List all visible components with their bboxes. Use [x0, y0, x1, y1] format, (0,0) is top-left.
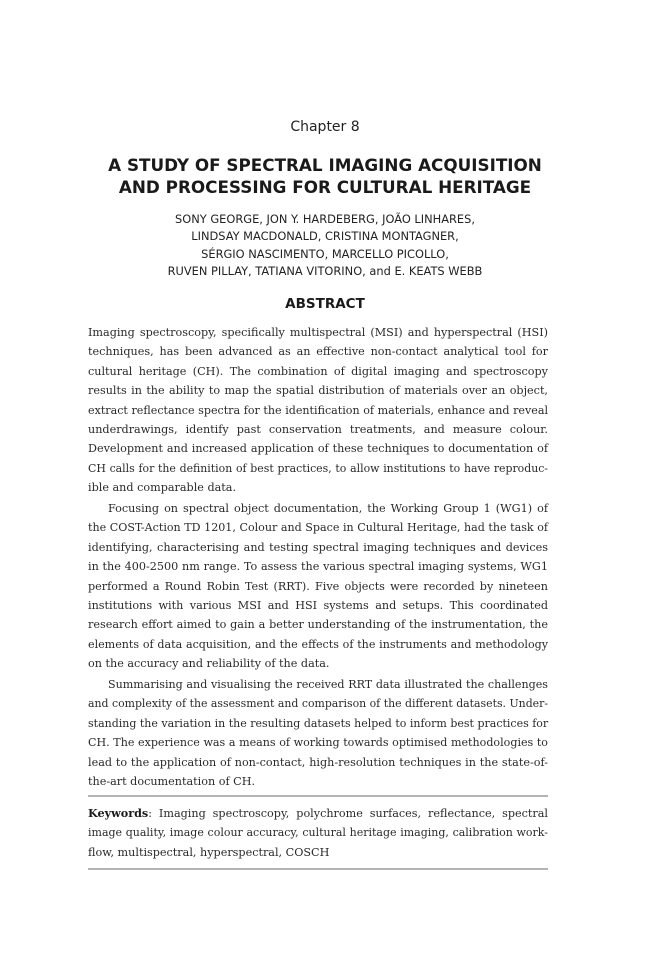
text-line: in the 400-2500 nm range. To assess the various spectral imaging systems, WG1 [88, 560, 548, 574]
text-line: results in the ability to map the spatial distribution of materials over an object, [88, 384, 548, 398]
abstract-heading: ABSTRACT [285, 296, 365, 312]
text-line: elements of data acquisition, and the effects of the instruments and methodology [88, 637, 548, 651]
chapter-number: Chapter 8 [290, 119, 360, 135]
keywords-bottom-rule [88, 868, 548, 870]
text-line: ible and comparable data. [88, 481, 237, 495]
text-line: and complexity of the assessment and comparison of the different datasets. Under- [88, 697, 548, 711]
keywords-label: Keywords [88, 806, 149, 820]
text-line: extract reflectance spectra for the identification of materials, enhance and reveal [88, 403, 548, 417]
keywords-block [88, 804, 548, 862]
chapter-title [40, 154, 610, 198]
text-line: the COST-Action TD 1201, Colour and Space in Cultural Heritage, had the task of [88, 521, 548, 535]
author-list [40, 211, 610, 281]
text-line: performed a Round Robin Test (RRT). Five objects were recorded by nineteen [88, 579, 548, 593]
text-line: cultural heritage (CH). The combination of digital imaging and spectroscopy [88, 364, 548, 378]
author-line: RUVEN PILLAY, TATIANA VITORINO, and E. KEATS WEBB [167, 264, 483, 279]
chapter-title-line: A STUDY OF SPECTRAL IMAGING ACQUISITION [108, 155, 542, 175]
chapter-title-line: AND PROCESSING FOR CULTURAL HERITAGE [118, 177, 532, 197]
author-line: SONY GEORGE, JON Y. HARDEBERG, JOÃO LINHARES, [175, 212, 475, 226]
abstract-paragraph-2 [88, 499, 548, 674]
text-line: lead to the application of non-contact, high-resolution techniques in the state-of- [88, 755, 548, 769]
text-line: institutions with various MSI and HSI systems and setups. This coordinated [88, 599, 548, 613]
text-line: underdrawings, identify past conservation treatments, and measure colour. [88, 423, 548, 437]
abstract-paragraph-3 [88, 675, 548, 791]
text-line: Summarising and visualising the received RRT data illustrated the challenges [108, 678, 548, 691]
text-line: research effort aimed to gain a better understanding of the instrumentation, the [88, 618, 548, 632]
text-line: the-art documentation of CH. [88, 775, 256, 789]
keywords-top-rule [88, 795, 548, 797]
text-line: CH. The experience was a means of working towards optimised methodologies to [88, 736, 548, 750]
text-line: identifying, characterising and testing spectral imaging techniques and devices [88, 540, 548, 554]
text-line: Focusing on spectral object documentation, the Working Group 1 (WG1) of [108, 502, 548, 515]
text-line: on the accuracy and reliability of the data. [88, 657, 330, 671]
text-line: Development and increased application of these techniques to documentation of [88, 442, 548, 456]
text-line: CH calls for the definition of best practices, to allow institutions to have reproduc- [88, 461, 548, 475]
abstract-paragraph-1 [88, 323, 548, 498]
text-line [88, 804, 548, 823]
text-line: Imaging spectroscopy, specifically multispectral (MSI) and hyperspectral (HSI) [88, 326, 548, 339]
text-line: image quality, image colour accuracy, cultural heritage imaging, calibration work- [88, 826, 548, 840]
keywords-text: : Imaging spectroscopy, polychrome surfaces, reflectance, spectral [148, 807, 548, 820]
text-line: flow, multispectral, hyperspectral, COSCH [88, 845, 330, 859]
author-line: SÉRGIO NASCIMENTO, MARCELLO PICOLLO, [201, 246, 449, 261]
text-line: standing the variation in the resulting datasets helped to inform best practices for [88, 716, 549, 730]
text-line: techniques, has been advanced as an effective non-contact analytical tool for [88, 345, 548, 359]
author-line: LINDSAY MACDONALD, CRISTINA MONTAGNER, [191, 229, 459, 244]
